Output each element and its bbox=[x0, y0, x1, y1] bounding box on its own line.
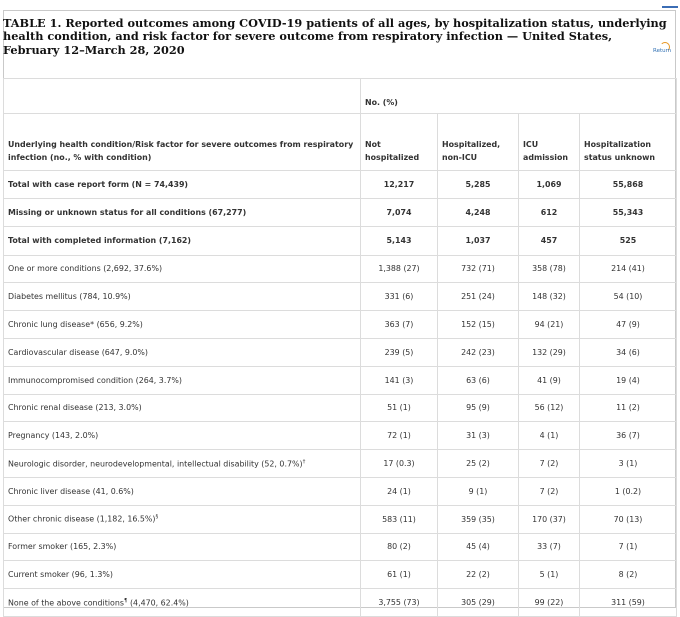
row-label bbox=[4, 422, 361, 450]
table-row bbox=[4, 589, 677, 617]
row-label-text: Missing or unknown status for all conditions (67,277) bbox=[8, 208, 247, 218]
hospitalized-non-icu-cell: 4,248 bbox=[438, 199, 519, 227]
not-hospitalized-cell: 24 (1) bbox=[361, 477, 438, 505]
icu-admission-cell: 1,069 bbox=[519, 171, 580, 199]
col-header-status-unknown: Hospitalization status unknown bbox=[580, 114, 677, 171]
not-hospitalized-cell: 5,143 bbox=[361, 227, 438, 255]
not-hospitalized-cell: 331 (6) bbox=[361, 283, 438, 311]
status-unknown-cell: 55,868 bbox=[580, 171, 677, 199]
row-label bbox=[4, 171, 361, 199]
row-label bbox=[4, 589, 361, 617]
row-label bbox=[4, 394, 361, 422]
row-label bbox=[4, 255, 361, 283]
icu-admission-cell: 148 (32) bbox=[519, 283, 580, 311]
status-unknown-cell: 311 (59) bbox=[580, 589, 677, 617]
row-label bbox=[4, 533, 361, 561]
not-hospitalized-cell: 363 (7) bbox=[361, 311, 438, 339]
row-label bbox=[4, 505, 361, 533]
row-label-text: None of the above conditions bbox=[8, 598, 124, 608]
row-label-text: Current smoker (96, 1.3%) bbox=[8, 570, 113, 580]
status-unknown-cell: 36 (7) bbox=[580, 422, 677, 450]
hospitalized-non-icu-cell: 9 (1) bbox=[438, 477, 519, 505]
not-hospitalized-cell: 80 (2) bbox=[361, 533, 438, 561]
table-row bbox=[4, 283, 677, 311]
table-row bbox=[4, 366, 677, 394]
spanner-header: No. (%) bbox=[361, 79, 677, 114]
hospitalized-non-icu-cell: 152 (15) bbox=[438, 311, 519, 339]
status-unknown-cell: 3 (1) bbox=[580, 450, 677, 478]
row-label-text: Immunocompromised condition (264, 3.7%) bbox=[8, 375, 182, 385]
not-hospitalized-cell: 141 (3) bbox=[361, 366, 438, 394]
status-unknown-cell: 34 (6) bbox=[580, 338, 677, 366]
not-hospitalized-cell: 51 (1) bbox=[361, 394, 438, 422]
row-label-text: Former smoker (165, 2.3%) bbox=[8, 542, 117, 552]
return-link[interactable]: Return bbox=[653, 48, 672, 54]
status-unknown-cell: 214 (41) bbox=[580, 255, 677, 283]
col-header-hospitalized-non-icu: Hospitalized, non-ICU bbox=[438, 114, 519, 171]
table-row bbox=[4, 199, 677, 227]
status-unknown-cell: 54 (10) bbox=[580, 283, 677, 311]
hospitalized-non-icu-cell: 95 (9) bbox=[438, 394, 519, 422]
col-header-not-hospitalized: Not hospitalized bbox=[361, 114, 438, 171]
row-label-text: Cardiovascular disease (647, 9.0%) bbox=[8, 347, 148, 357]
not-hospitalized-cell: 1,388 (27) bbox=[361, 255, 438, 283]
row-label bbox=[4, 477, 361, 505]
row-label bbox=[4, 199, 361, 227]
table-caption: TABLE 1. Reported outcomes among COVID-19 patients of all ages, by hospitalization status, underlying health condition, and risk factor for severe outcome from respiratory infection — United States, February 12–March 28, 2020 bbox=[3, 16, 667, 57]
row-label-text: Other chronic disease (1,182, 16.5%) bbox=[8, 514, 156, 524]
status-unknown-cell: 11 (2) bbox=[580, 394, 677, 422]
icu-admission-cell: 5 (1) bbox=[519, 561, 580, 589]
hospitalized-non-icu-cell: 305 (29) bbox=[438, 589, 519, 617]
table-row bbox=[4, 338, 677, 366]
icu-admission-cell: 170 (37) bbox=[519, 505, 580, 533]
status-unknown-cell: 70 (13) bbox=[580, 505, 677, 533]
not-hospitalized-cell: 61 (1) bbox=[361, 561, 438, 589]
table-row bbox=[4, 450, 677, 478]
table-row bbox=[4, 505, 677, 533]
icu-admission-cell: 94 (21) bbox=[519, 311, 580, 339]
row-label bbox=[4, 561, 361, 589]
empty-header-cell bbox=[4, 79, 361, 114]
row-label-text: Neurologic disorder, neurodevelopmental, intellectual disability (52, 0.7%) bbox=[8, 459, 303, 469]
icu-admission-cell: 457 bbox=[519, 227, 580, 255]
status-unknown-cell: 8 (2) bbox=[580, 561, 677, 589]
hospitalized-non-icu-cell: 732 (71) bbox=[438, 255, 519, 283]
row-label-text: Total with completed information (7,162) bbox=[8, 236, 192, 246]
icu-admission-cell: 612 bbox=[519, 199, 580, 227]
row-label bbox=[4, 227, 361, 255]
status-unknown-cell: 47 (9) bbox=[580, 311, 677, 339]
not-hospitalized-cell: 17 (0.3) bbox=[361, 450, 438, 478]
not-hospitalized-cell: 72 (1) bbox=[361, 422, 438, 450]
not-hospitalized-cell: 7,074 bbox=[361, 199, 438, 227]
table-row bbox=[4, 422, 677, 450]
col-header-condition: Underlying health condition/Risk factor for severe outcomes from respiratory infection (no., % with condition) bbox=[4, 114, 361, 171]
table-row bbox=[4, 255, 677, 283]
hospitalized-non-icu-cell: 5,285 bbox=[438, 171, 519, 199]
row-label bbox=[4, 366, 361, 394]
not-hospitalized-cell: 239 (5) bbox=[361, 338, 438, 366]
icu-admission-cell: 7 (2) bbox=[519, 450, 580, 478]
hospitalized-non-icu-cell: 22 (2) bbox=[438, 561, 519, 589]
icu-admission-cell: 358 (78) bbox=[519, 255, 580, 283]
status-unknown-cell: 7 (1) bbox=[580, 533, 677, 561]
table-row bbox=[4, 227, 677, 255]
table-row bbox=[4, 561, 677, 589]
icu-admission-cell: 132 (29) bbox=[519, 338, 580, 366]
icu-admission-cell: 7 (2) bbox=[519, 477, 580, 505]
hospitalized-non-icu-cell: 1,037 bbox=[438, 227, 519, 255]
status-unknown-cell: 1 (0.2) bbox=[580, 477, 677, 505]
footnote-marker: § bbox=[155, 514, 159, 521]
hospitalized-non-icu-cell: 251 (24) bbox=[438, 283, 519, 311]
icu-admission-cell: 41 (9) bbox=[519, 366, 580, 394]
row-label bbox=[4, 338, 361, 366]
row-label-text: Total with case report form (N = 74,439) bbox=[8, 180, 189, 190]
status-unknown-cell: 525 bbox=[580, 227, 677, 255]
row-label-text: Chronic lung disease* (656, 9.2%) bbox=[8, 320, 143, 330]
outcomes-table bbox=[3, 78, 677, 617]
row-label-text: Diabetes mellitus (784, 10.9%) bbox=[8, 292, 131, 302]
hospitalized-non-icu-cell: 45 (4) bbox=[438, 533, 519, 561]
status-unknown-cell: 55,343 bbox=[580, 199, 677, 227]
hospitalized-non-icu-cell: 242 (23) bbox=[438, 338, 519, 366]
row-label-text: Pregnancy (143, 2.0%) bbox=[8, 431, 99, 441]
table-row bbox=[4, 311, 677, 339]
status-unknown-cell: 19 (4) bbox=[580, 366, 677, 394]
table-body bbox=[4, 171, 677, 617]
row-label-tail: (4,470, 62.4%) bbox=[127, 598, 189, 608]
icu-admission-cell: 99 (22) bbox=[519, 589, 580, 617]
row-label bbox=[4, 311, 361, 339]
hospitalized-non-icu-cell: 25 (2) bbox=[438, 450, 519, 478]
col-header-icu-admission: ICU admission bbox=[519, 114, 580, 171]
not-hospitalized-cell: 3,755 (73) bbox=[361, 589, 438, 617]
table-row bbox=[4, 533, 677, 561]
external-link-icon[interactable] bbox=[662, 0, 678, 8]
hospitalized-non-icu-cell: 31 (3) bbox=[438, 422, 519, 450]
table-row bbox=[4, 477, 677, 505]
footnote-marker: ¶ bbox=[123, 597, 128, 604]
not-hospitalized-cell: 12,217 bbox=[361, 171, 438, 199]
hospitalized-non-icu-cell: 359 (35) bbox=[438, 505, 519, 533]
icu-admission-cell: 4 (1) bbox=[519, 422, 580, 450]
icu-admission-cell: 33 (7) bbox=[519, 533, 580, 561]
table-row bbox=[4, 171, 677, 199]
icu-admission-cell: 56 (12) bbox=[519, 394, 580, 422]
not-hospitalized-cell: 583 (11) bbox=[361, 505, 438, 533]
hospitalized-non-icu-cell: 63 (6) bbox=[438, 366, 519, 394]
row-label bbox=[4, 450, 361, 478]
row-label-text: Chronic liver disease (41, 0.6%) bbox=[8, 486, 134, 496]
row-label-text: Chronic renal disease (213, 3.0%) bbox=[8, 403, 142, 413]
footnote-marker: † bbox=[302, 458, 306, 465]
row-label bbox=[4, 283, 361, 311]
table-row bbox=[4, 394, 677, 422]
row-label-text: One or more conditions (2,692, 37.6%) bbox=[8, 264, 163, 274]
